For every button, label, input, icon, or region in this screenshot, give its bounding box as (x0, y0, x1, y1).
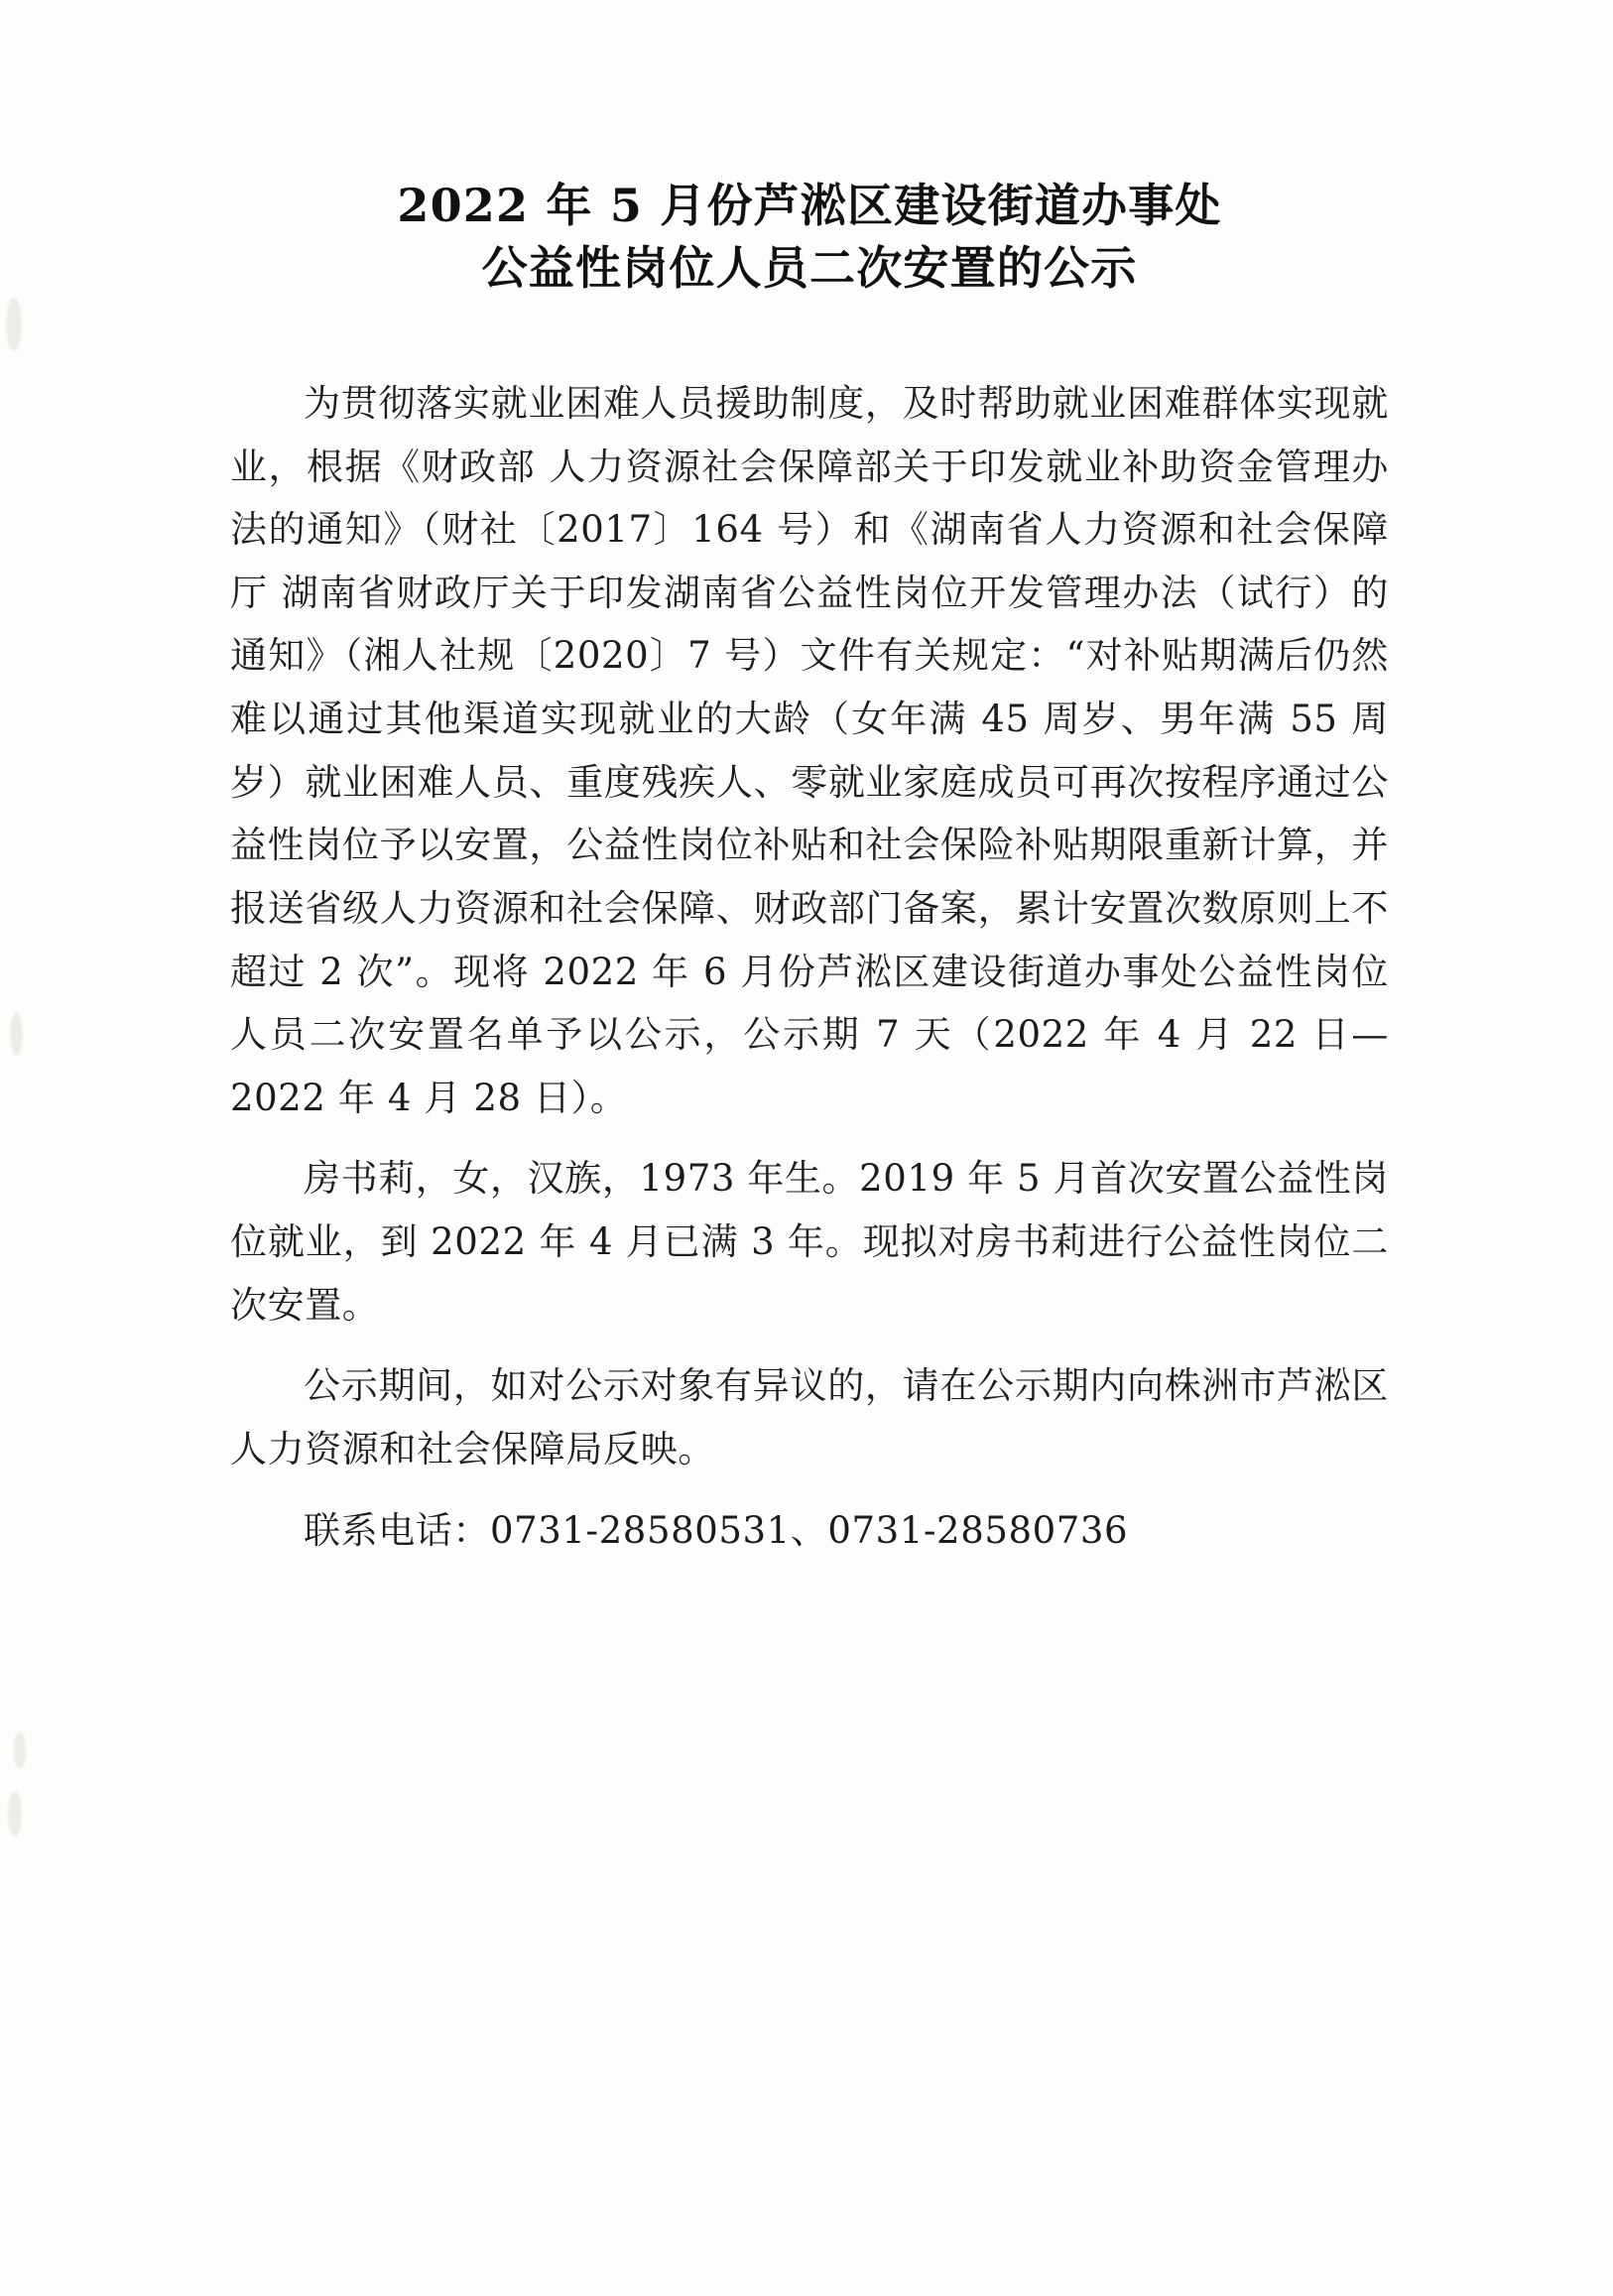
paragraph-candidate-detail: 房书莉，女，汉族，1973 年生。2019 年 5 月首次安置公益性岗位就业，到 2022 年 4 月已满 3 年。现拟对房书莉进行公益性岗位二次安置。 (230, 1157, 1389, 1327)
body-paragraphs (230, 372, 1389, 1562)
page-title-line-1: 2022 年 5 月份芦淞区建设街道办事处 (397, 179, 1222, 232)
paragraph-policy-basis: 为贯彻落实就业困难人员援助制度，及时帮助就业困难群体实现就业，根据《财政部 人力资源社会保障部关于印发就业补助资金管理办法的通知》（财社〔2017〕164 号）和《湖南省人力资源和社会保障厅 湖南省财政厅关于印发湖南省公益性岗位开发管理办法（试行）的通知》（湘人社规〔2020〕7 号）文件有关规定：“对补贴期满后仍然难以通过其他渠道实现就业的大龄（女年满 45 周岁、男年满 55 周岁）就业困难人员、重度残疾人、零就业家庭成员可再次按程序通过公益性岗位予以安置，公益性岗位补贴和社会保险补贴期限重新计算，并报送省级人力资源和社会保障、财政部门备案，累计安置次数原则上不超过 2 次”。现将 2022 年 6 月份芦淞区建设街道办事处公益性岗位人员二次安置名单予以公示，公示期 7 天（2022 年 4 月 22 日—2022 年 4 月 28 日）。 (230, 381, 1389, 1119)
document-content (230, 0, 1389, 2296)
page-title-line-2: 公益性岗位人员二次安置的公示 (481, 241, 1138, 296)
page-title (230, 0, 1389, 301)
scan-artifact-icon (6, 298, 22, 351)
scan-artifact-icon (10, 1012, 23, 1056)
paragraph-objection-notice: 公示期间，如对公示对象有异议的，请在公示期内向株洲市芦淞区人力资源和社会保障局反映。 (230, 1364, 1389, 1470)
scan-artifact-icon (14, 1731, 26, 1769)
contact-phone-line: 联系电话：0731-28580531、0731-28580736 (304, 1508, 1129, 1552)
scan-artifact-icon (8, 1791, 22, 1837)
